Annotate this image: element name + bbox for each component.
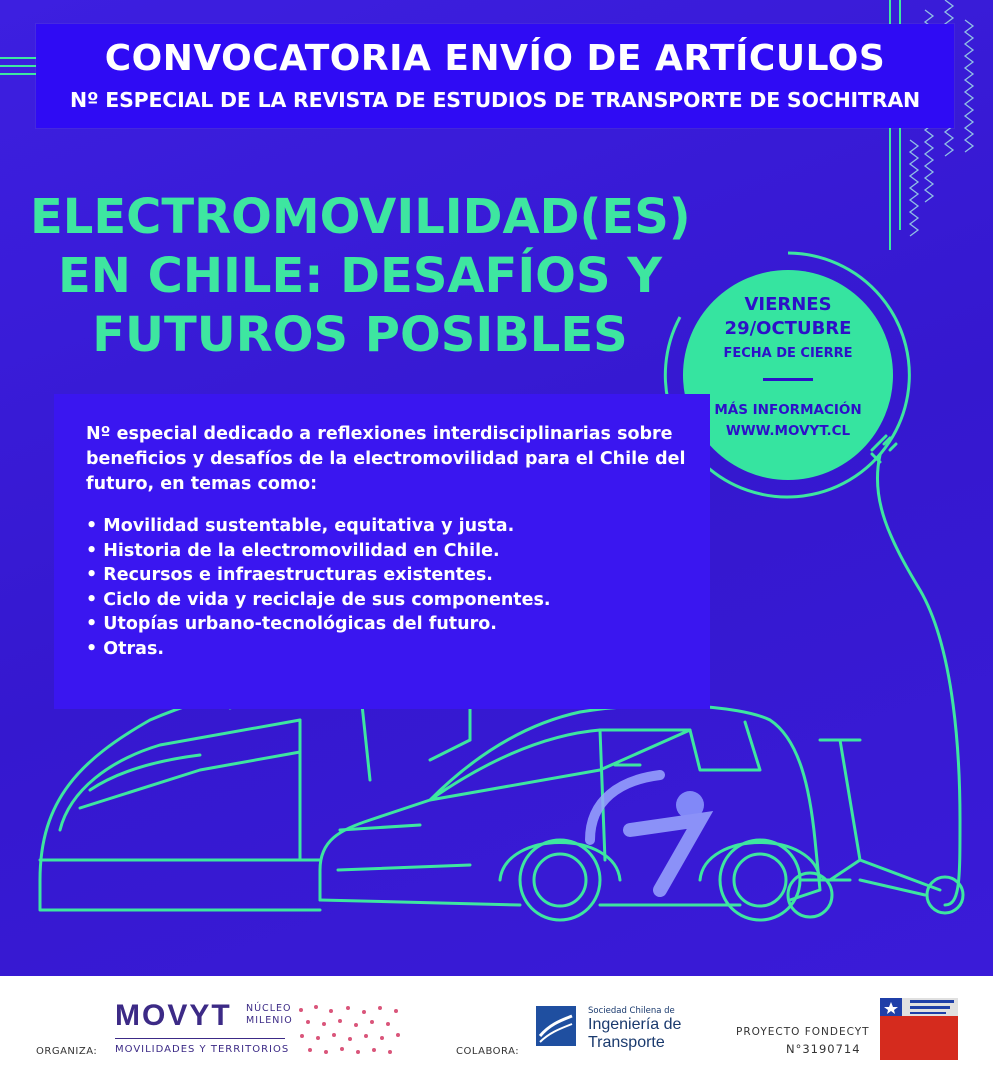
sochitran-line-2: Transporte xyxy=(588,1034,665,1051)
topics-list xyxy=(86,514,686,661)
list-item: • Recursos e infraestructuras existentes. xyxy=(86,565,493,585)
charging-cable xyxy=(877,455,960,905)
movyt-tagline: MOVILIDADES Y TERRITORIOS xyxy=(115,1044,290,1055)
main-title-line-2: EN CHILE: DESAFÍOS Y xyxy=(57,248,663,304)
list-item: • Utopías urbano-tecnológicas del futuro. xyxy=(86,614,497,634)
fondecyt-label: PROYECTO FONDECYT xyxy=(736,1026,870,1038)
main-title-line-3: FUTUROS POSIBLES xyxy=(92,307,628,363)
list-item: • Historia de la electromovilidad en Chile. xyxy=(86,540,500,561)
footer xyxy=(0,976,993,1080)
movyt-logo-text: MOVYT xyxy=(115,999,232,1032)
movyt-divider xyxy=(115,1038,285,1039)
fondecyt-number: N°3190714 xyxy=(786,1042,861,1056)
list-item: • Ciclo de vida y reciclaje de sus componentes. xyxy=(86,589,551,610)
movyt-figure-logo xyxy=(590,775,704,890)
header-subtitle: Nº ESPECIAL DE LA REVISTA DE ESTUDIOS DE TRANSPORTE DE SOCHITRAN xyxy=(70,88,920,112)
nucleo-line-2: MILENIO xyxy=(246,1015,293,1026)
main-title-line-1: ELECTROMOVILIDAD(ES) xyxy=(30,189,691,245)
header-title: CONVOCATORIA ENVÍO DE ARTÍCULOS xyxy=(104,38,886,79)
website-link[interactable]: WWW.MOVYT.CL xyxy=(725,423,851,439)
description-box xyxy=(54,394,710,709)
nucleo-milenio-label xyxy=(246,1003,293,1027)
deadline-day: VIERNES xyxy=(744,294,832,315)
sochitran-name xyxy=(588,1016,681,1052)
colabora-label: COLABORA: xyxy=(456,1046,520,1057)
gobierno-de-chile-logo xyxy=(880,998,958,1060)
plug-icon xyxy=(872,436,896,462)
car-outline xyxy=(320,705,820,920)
deadline-label: FECHA DE CIERRE xyxy=(723,346,853,361)
list-item: • Movilidad sustentable, equitativa y justa. xyxy=(86,516,515,536)
description-intro: Nº especial dedicado a reflexiones interdisciplinarias sobre beneficios y desafíos de la electromovilidad para el Chile del futuro, en temas como: xyxy=(86,424,686,494)
organiza-label: ORGANIZA: xyxy=(36,1046,98,1057)
list-item: • Otras. xyxy=(86,638,165,659)
sochitran-small-text: Sociedad Chilena de xyxy=(588,1006,675,1016)
deadline-date: 29/OCTUBRE xyxy=(724,318,852,339)
nucleo-line-1: NÚCLEO xyxy=(246,1003,292,1014)
more-info-label: MÁS INFORMACIÓN xyxy=(714,402,862,418)
sochitran-logo-icon xyxy=(536,1006,576,1046)
sochitran-line-1: Ingeniería de xyxy=(588,1016,682,1033)
movyt-dots-icon xyxy=(296,1002,406,1057)
